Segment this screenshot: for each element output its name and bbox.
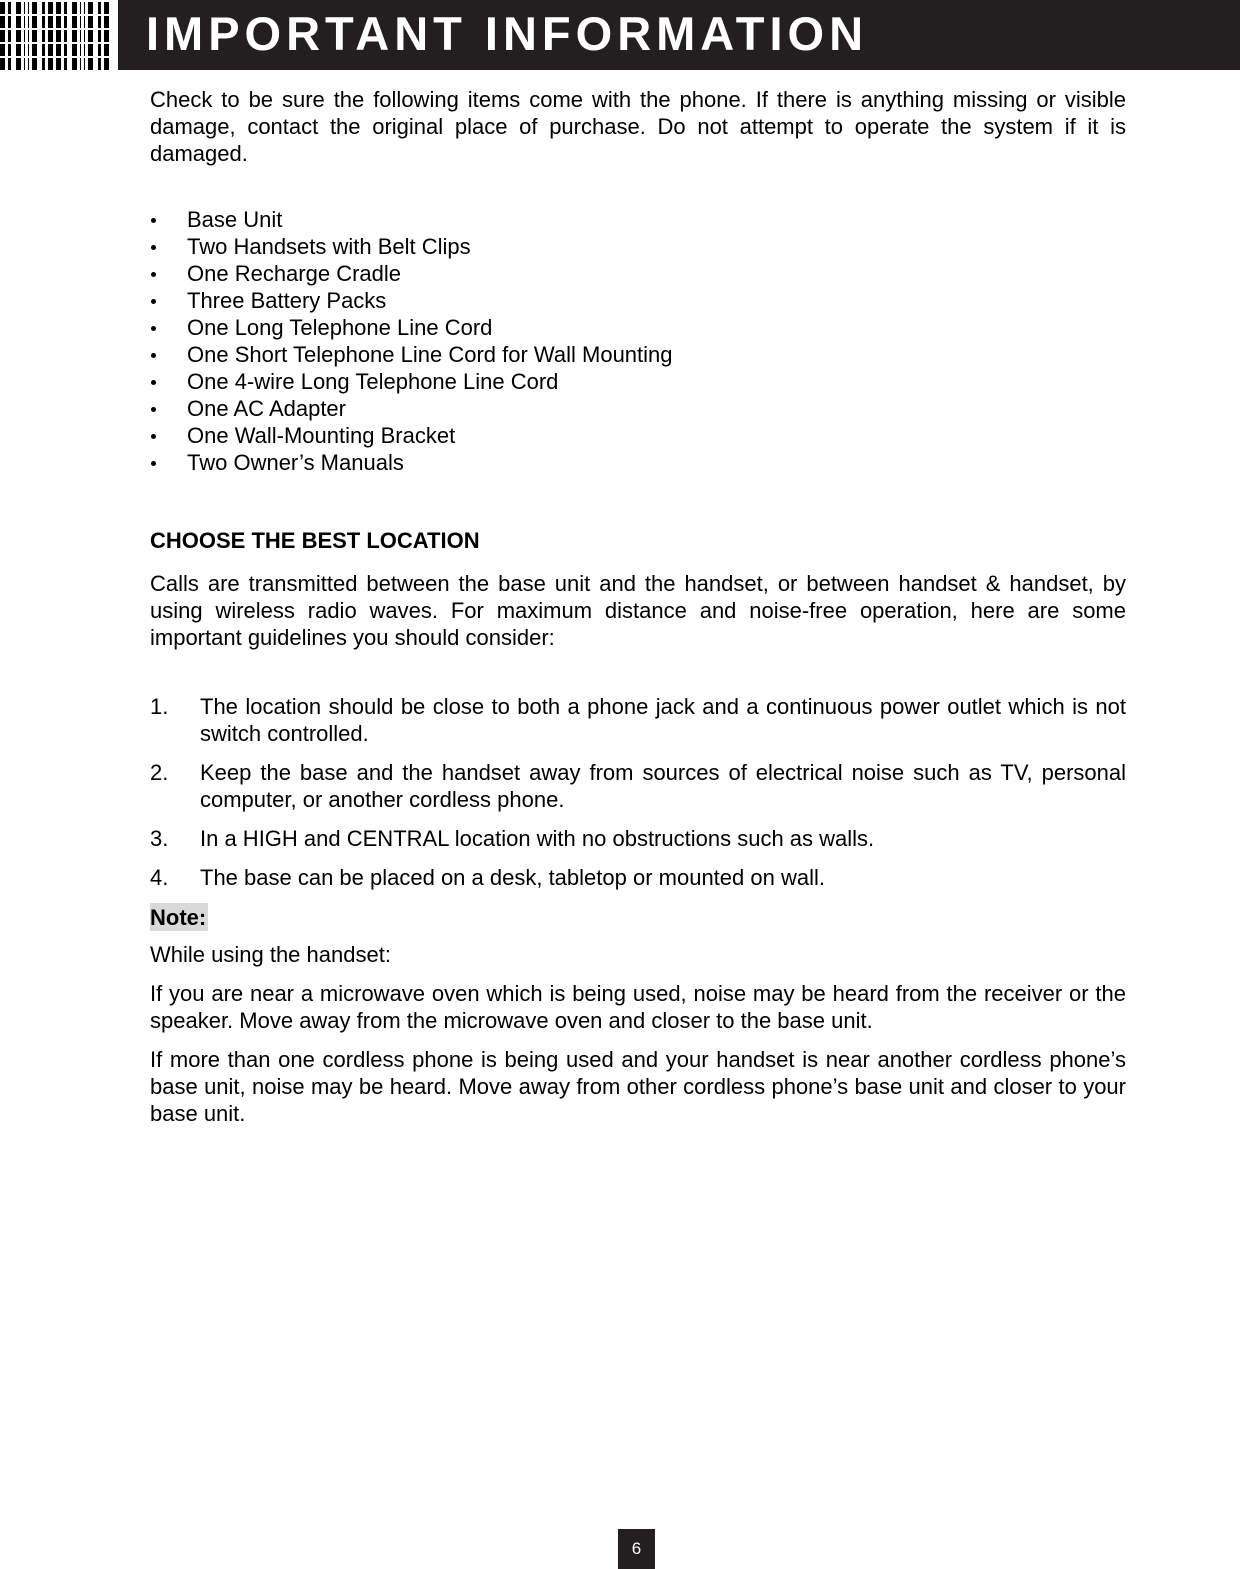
note-lead: While using the handset:	[150, 942, 391, 967]
guideline-item	[150, 693, 1126, 747]
guideline-text: The base can be placed on a desk, tabletop or mounted on wall.	[200, 865, 825, 890]
guideline-item	[150, 864, 1126, 891]
guideline-number: 3.	[150, 826, 169, 851]
list-item: Two Handsets with Belt Clips	[150, 233, 1126, 260]
list-item: Two Owner’s Manuals	[150, 449, 1126, 476]
note-paragraph: If you are near a microwave oven which is being used, noise may be heard from the receiver or the speaker. Move away from the microwave oven and closer to the base unit.	[150, 981, 1126, 1033]
guideline-number: 2.	[150, 760, 169, 785]
note-label: Note:	[150, 905, 207, 930]
location-guidelines-list	[150, 693, 1126, 891]
list-item: One 4-wire Long Telephone Line Cord	[150, 368, 1126, 395]
brand-logo-icon	[0, 0, 110, 70]
page-number: 6	[618, 1529, 655, 1569]
list-item: Base Unit	[150, 206, 1126, 233]
guideline-text: Keep the base and the handset away from sources of electrical noise such as TV, personal computer, or another cordless phone.	[200, 760, 1126, 812]
header-bar	[118, 0, 1240, 70]
guideline-text: The location should be close to both a phone jack and a continuous power outlet which is not switch controlled.	[200, 694, 1126, 746]
guideline-item	[150, 825, 1126, 852]
section-heading-location: CHOOSE THE BEST LOCATION	[150, 528, 480, 553]
guideline-item	[150, 759, 1126, 813]
intro-paragraph: Check to be sure the following items come with the phone. If there is anything missing or visible damage, contact the original place of purchase. Do not attempt to operate the system if it is damaged.	[150, 87, 1126, 166]
package-contents-list	[150, 206, 1126, 476]
list-item: Three Battery Packs	[150, 287, 1126, 314]
list-item: One AC Adapter	[150, 395, 1126, 422]
guideline-number: 4.	[150, 865, 169, 890]
guideline-text: In a HIGH and CENTRAL location with no obstructions such as walls.	[200, 826, 875, 851]
list-item: One Recharge Cradle	[150, 260, 1126, 287]
location-intro-paragraph: Calls are transmitted between the base unit and the handset, or between handset & handset, by using wireless radio waves. For maximum distance and noise-free operation, here are some important guidelines you should consider:	[150, 571, 1126, 650]
note-paragraph: If more than one cordless phone is being used and your handset is near another cordless phone’s base unit, noise may be heard. Move away from other cordless phone’s base unit and closer to your base unit.	[150, 1047, 1126, 1126]
list-item: One Wall-Mounting Bracket	[150, 422, 1126, 449]
guideline-number: 1.	[150, 694, 169, 719]
list-item: One Long Telephone Line Cord	[150, 314, 1126, 341]
main-content	[150, 86, 1126, 1139]
list-item: One Short Telephone Line Cord for Wall Mounting	[150, 341, 1126, 368]
page-title: IMPORTANT INFORMATION	[146, 7, 869, 60]
